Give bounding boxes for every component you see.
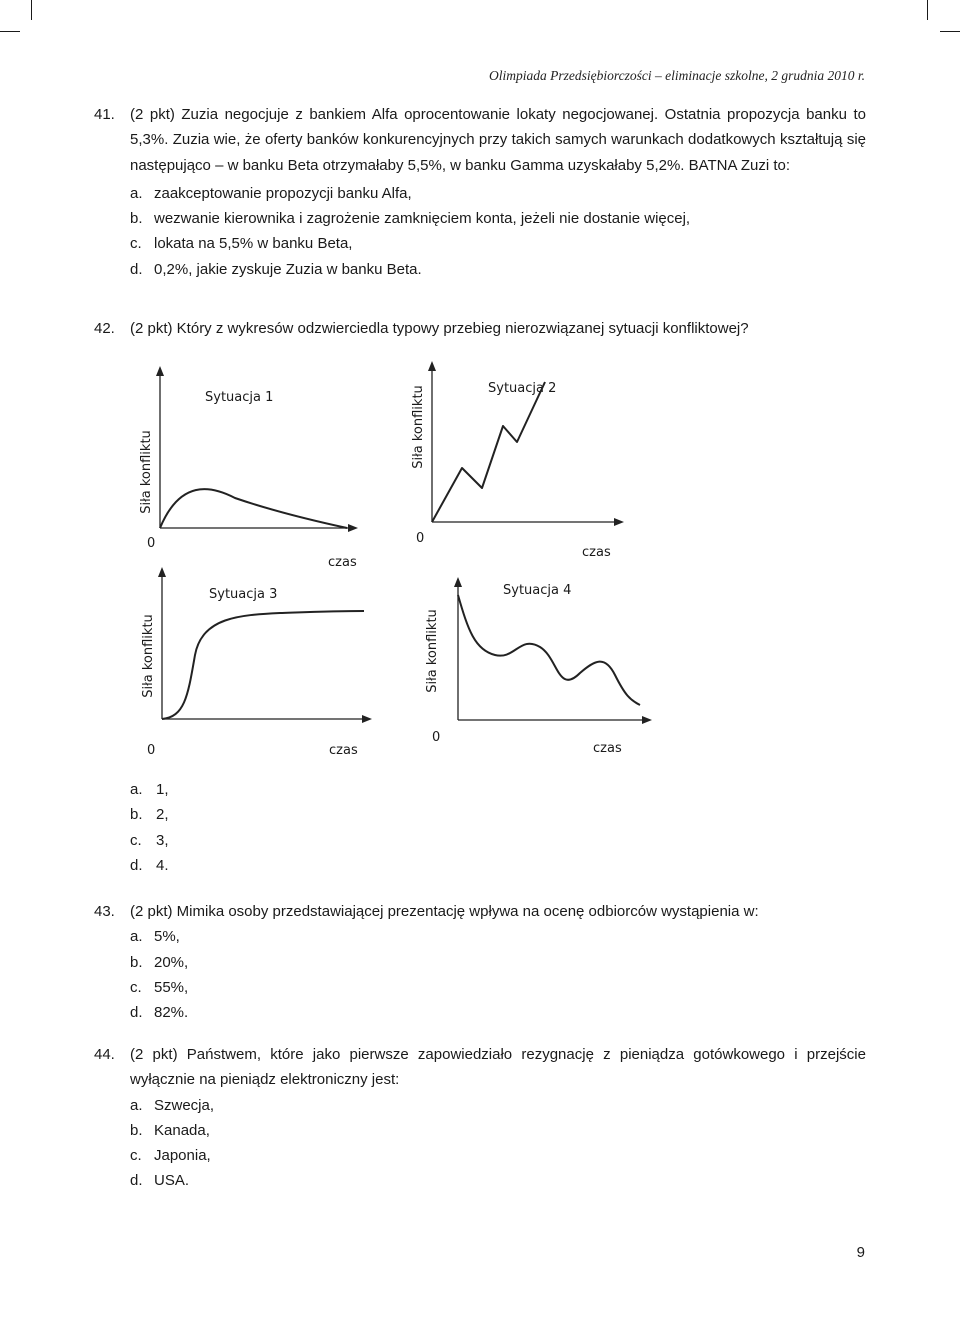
origin-label: 0 [416,531,425,546]
answer-option: c. 3, [130,831,169,849]
page-header: Olimpiada Przedsiębiorczości – eliminacje szkolne, 2 grudnia 2010 r. [489,68,865,83]
question-42-options [130,777,169,878]
question-number: 41. [94,106,115,123]
question-text: (2 pkt) Zuzia negocjuje z bankiem Alfa oprocentowanie lokaty negocjowanej. Ostatnia propozycja banku to 5,3%. Zuzia wie, że oferty banków konkurencyjnych przy takich samych warunkach dodatkowych kształtują się następująco – w banku Beta otrzymałaby 5,5%, w banku Gamma uzyskałaby 5,2%. BATNA Zuzi to: [130,106,866,174]
y-axis-label: Siła konfliktu [411,385,426,469]
y-axis-arrow [158,567,166,577]
question-43 [94,899,866,1025]
page-number: 9 [856,1244,865,1261]
question-number: 43. [94,903,115,920]
origin-label: 0 [432,730,441,745]
answer-option: a. 5%, [130,928,180,946]
answer-option: c. 55%, [130,978,189,996]
chart-title: Sytuacja 1 [205,390,274,405]
y-axis-arrow [428,361,436,371]
answer-option: d. 82%. [130,1004,189,1022]
chart-title: Sytuacja 3 [209,587,278,602]
answer-option: a. 1, [130,781,169,798]
chart-sytuacja-1 [120,360,380,580]
question-41 [94,102,866,282]
series-line [160,489,347,528]
question-44 [94,1042,866,1194]
crop-mark [0,31,20,32]
x-axis-arrow [614,518,624,526]
origin-label: 0 [147,536,156,551]
x-axis-label: czas [328,555,357,570]
crop-mark [31,0,32,20]
y-axis-arrow [454,577,462,587]
x-axis-arrow [362,715,372,723]
chart-sytuacja-3 [120,555,380,765]
crop-mark [927,0,928,20]
series-line [432,382,545,522]
answer-option: b. wezwanie kierownika i zagrożenie zamknięciem konta, jeżeli nie dostanie więcej, [130,210,691,228]
answer-option: d. 4. [130,856,169,874]
y-axis-label: Siła konfliktu [139,430,154,514]
x-axis-label: czas [329,743,358,758]
answer-option: d. USA. [130,1172,190,1190]
y-axis-arrow [156,366,164,376]
answer-option: b. 2, [130,806,169,824]
answer-option: c. Japonia, [130,1147,211,1165]
chart-sytuacja-4 [400,555,660,765]
chart-sytuacja-2 [400,355,660,575]
question-number: 42. [94,320,115,337]
question-text: (2 pkt) Mimika osoby przedstawiającej prezentację wpływa na ocenę odbiorców wystąpienia w: [130,903,759,920]
x-axis-arrow [642,716,652,724]
series-line [458,595,640,705]
chart-title: Sytuacja 2 [488,381,557,396]
question-number: 44. [94,1046,115,1063]
y-axis-label: Siła konfliktu [425,609,440,693]
answer-option: b. 20%, [130,953,189,971]
x-axis-label: czas [582,545,611,560]
answer-option: c. lokata na 5,5% w banku Beta, [130,235,353,253]
x-axis-arrow [348,524,358,532]
crop-mark [940,31,960,32]
series-line [162,611,364,719]
answer-option: d. 0,2%, jakie zyskuje Zuzia w banku Beta. [130,260,422,278]
question-text: (2 pkt) Który z wykresów odzwierciedla typowy przebieg nierozwiązanej sytuacji konfliktowej? [130,320,749,337]
x-axis-label: czas [593,741,622,756]
question-text: (2 pkt) Państwem, które jako pierwsze zapowiedziało rezygnację z pieniądza gotówkowego i przejście wyłącznie na pieniądz elektroniczny jest: [130,1046,866,1089]
question-42 [94,316,866,341]
chart-title: Sytuacja 4 [503,583,572,598]
y-axis-label: Siła konfliktu [141,614,156,698]
answer-option: a. Szwecja, [130,1096,215,1114]
answer-option: a. zaakceptowanie propozycji banku Alfa, [130,184,412,202]
answer-option: b. Kanada, [130,1121,210,1139]
origin-label: 0 [147,743,156,758]
